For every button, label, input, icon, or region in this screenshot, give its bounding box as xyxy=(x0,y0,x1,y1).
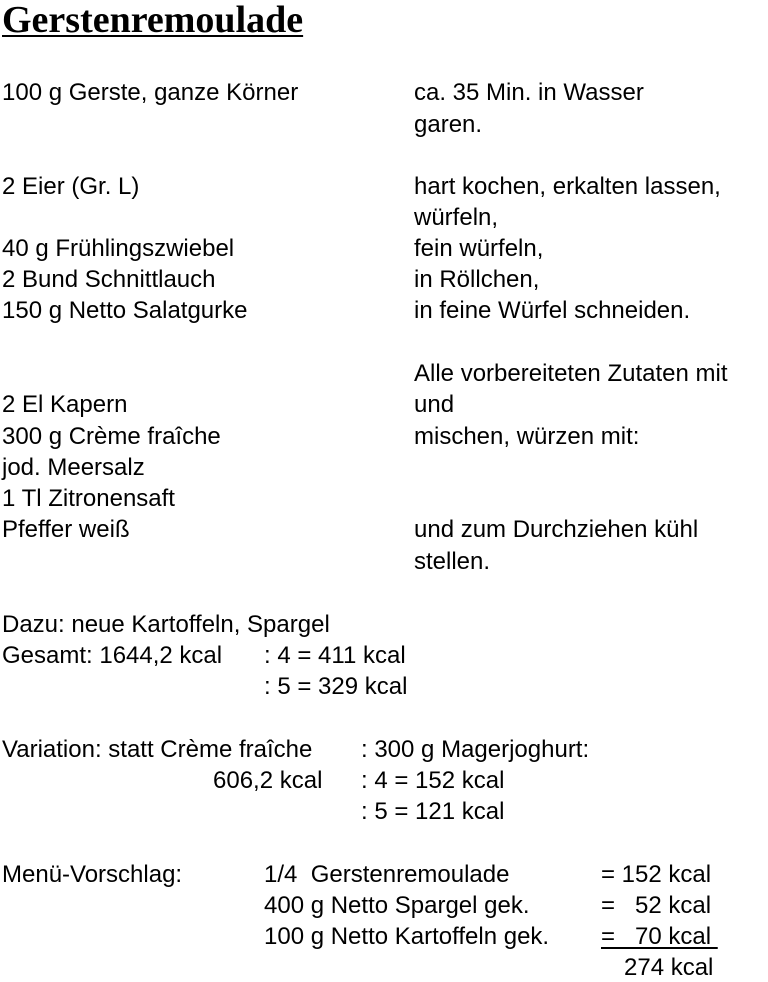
variation-per-4: : 4 = 152 kcal xyxy=(361,767,505,794)
variation-kcal: 606,2 kcal xyxy=(213,767,323,794)
step-gerste-line1: ca. 35 Min. in Wasser xyxy=(414,79,644,106)
ingredient-zitrone: 1 Tl Zitronensaft xyxy=(2,485,175,512)
menu-item-kcal: = 70 kcal xyxy=(601,923,718,950)
menu-item-name: 100 g Netto Kartoffeln gek. xyxy=(264,923,550,950)
step-gerste-line2: garen. xyxy=(414,111,483,138)
ingredient-creme: 300 g Crème fraîche xyxy=(2,423,221,450)
ingredient-pfeffer: Pfeffer weiß xyxy=(2,516,130,543)
step-eier-line2: würfeln, xyxy=(414,204,499,231)
menu-total-kcal: 274 kcal xyxy=(624,954,714,981)
step-alle: Alle vorbereiteten Zutaten mit xyxy=(414,360,728,387)
ingredient-eier: 2 Eier (Gr. L) xyxy=(2,173,140,200)
total-per-4: : 4 = 411 kcal xyxy=(264,642,406,669)
step-mischen: mischen, würzen mit: xyxy=(414,423,640,450)
ingredient-kapern: 2 El Kapern xyxy=(2,391,128,418)
menu-item-kcal: = 152 kcal xyxy=(601,861,712,888)
step-zwiebel: fein würfeln, xyxy=(414,235,544,262)
menu-label: Menü-Vorschlag: xyxy=(2,861,183,888)
serving-suggestion: Dazu: neue Kartoffeln, Spargel xyxy=(2,611,330,638)
step-schnittlauch: in Röllchen, xyxy=(414,266,540,293)
total-kcal: Gesamt: 1644,2 kcal xyxy=(2,642,223,669)
step-eier-line1: hart kochen, erkalten lassen, xyxy=(414,173,721,200)
variation-per-5: : 5 = 121 kcal xyxy=(361,798,505,825)
step-und: und xyxy=(414,391,455,418)
menu-item-name: 400 g Netto Spargel gek. xyxy=(264,892,530,919)
step-gurke: in feine Würfel schneiden. xyxy=(414,297,691,324)
variation-replacement: : 300 g Magerjoghurt: xyxy=(361,736,590,763)
recipe-title: Gerstenremoulade xyxy=(2,0,304,41)
ingredient-schnittlauch: 2 Bund Schnittlauch xyxy=(2,266,216,293)
menu-item-kcal: = 52 kcal xyxy=(601,892,712,919)
step-durchziehen-line2: stellen. xyxy=(414,548,491,575)
total-per-5: : 5 = 329 kcal xyxy=(264,673,408,700)
ingredient-salz: jod. Meersalz xyxy=(2,454,145,481)
menu-item-name: 1/4 Gerstenremoulade xyxy=(264,861,510,888)
ingredient-zwiebel: 40 g Frühlingszwiebel xyxy=(2,235,235,262)
step-durchziehen-line1: und zum Durchziehen kühl xyxy=(414,516,699,543)
variation-label: Variation: statt Crème fraîche xyxy=(2,736,313,763)
ingredient-gurke: 150 g Netto Salatgurke xyxy=(2,297,248,324)
ingredient-gerste: 100 g Gerste, ganze Körner xyxy=(2,79,299,106)
